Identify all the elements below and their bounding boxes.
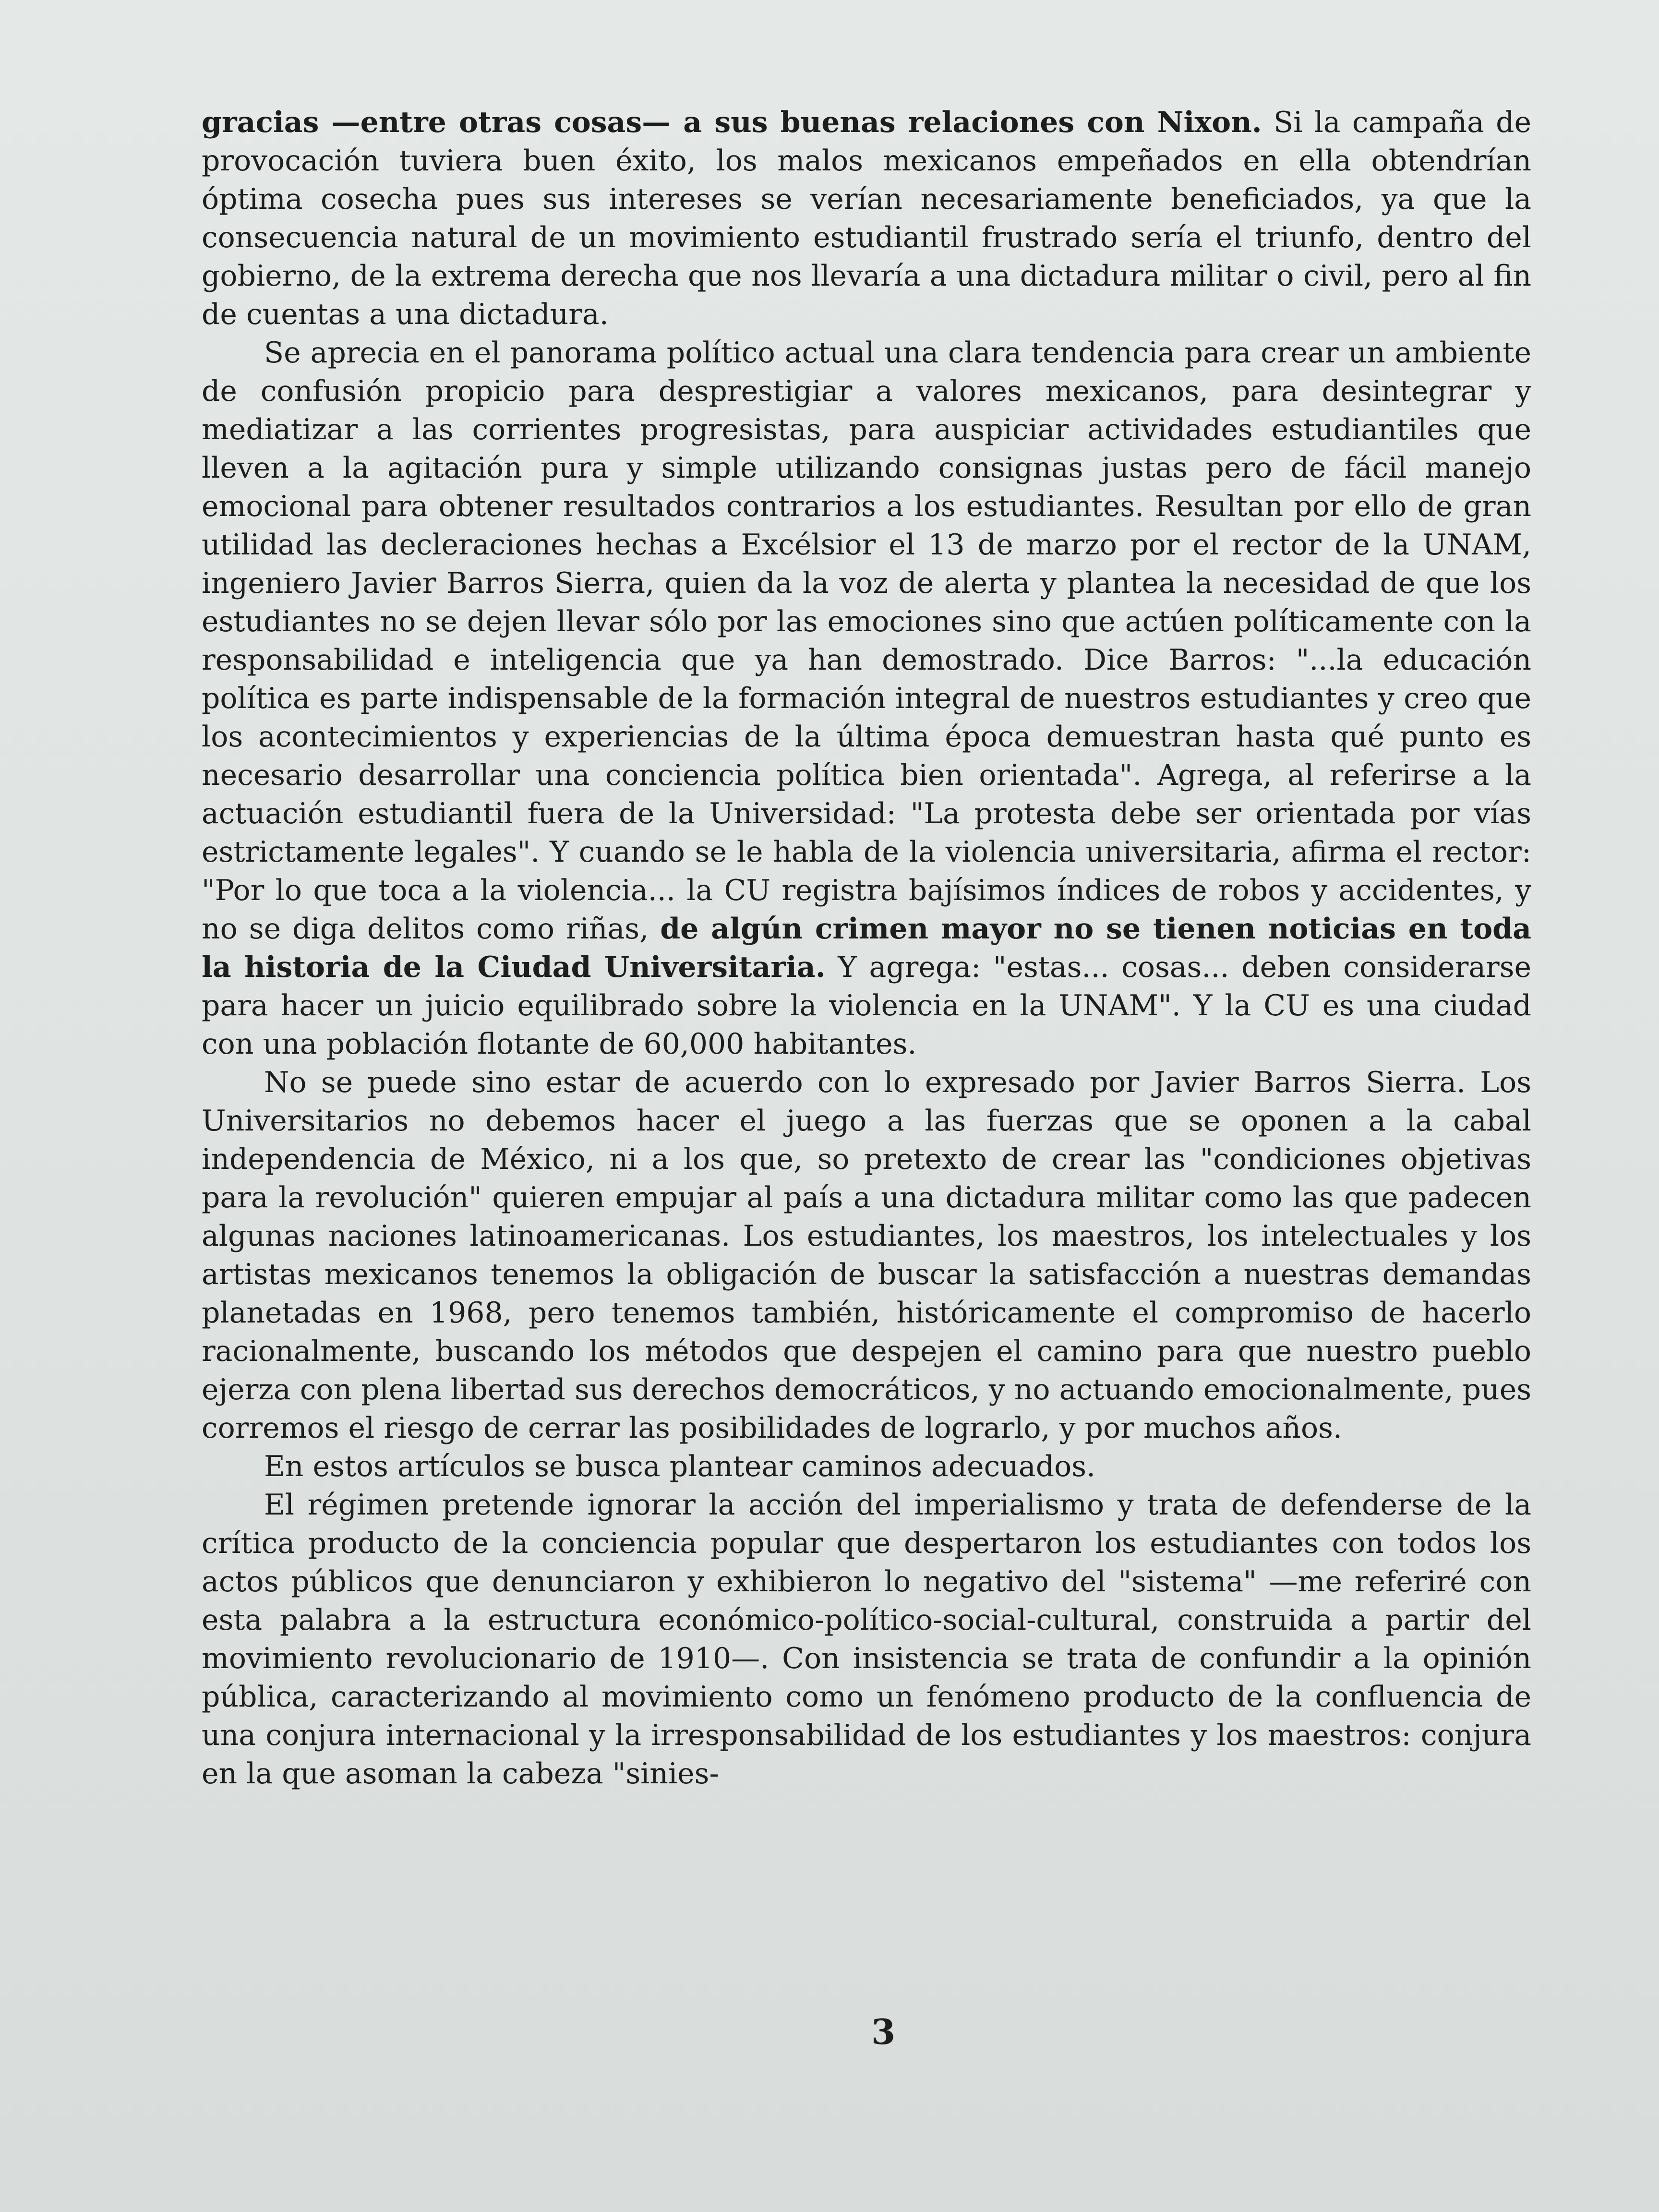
paragraph-3-text: No se puede sino estar de acuerdo con lo expresado por Javier Barros Sierra. Los Universitarios no debemos hacer el juego a las fuerzas que se oponen a la cabal independencia de México, ni a los que, so pretexto de crear las "condiciones objetivas para la revolución" quieren empujar al país a una dictadura militar como las que padecen algunas naciones latinoamericanas. Los estudiantes, los maestros, los intelectuales y los artistas mexicanos tenemos la obligación de buscar la satisfacción a nuestras demandas planetadas en 1968, pero tenemos también, históricamente el compromiso de hacerlo racionalmente, buscando los métodos que despejen el camino para que nuestro pueblo ejerza con plena libertad sus derechos democráticos, y no actuando emocionalmente, pues corremos el riesgo de cerrar las posibilidades de lograrlo, y por muchos años.: [202, 1066, 1531, 1445]
paragraph-5-text: El régimen pretende ignorar la acción del imperialismo y trata de defenderse de la crítica producto de la conciencia popular que despertaron los estudiantes con todos los actos públicos que denunciaron y exhibieron lo negativo del "sistema" —me referiré con esta palabra a la estructura económico-político-social-cultural, construida a partir del movimiento revolucionario de 1910—. Con insistencia se trata de confundir a la opinión pública, caracterizando al movimiento como un fenómeno producto de la confluencia de una conjura internacional y la irresponsabilidad de los estudiantes y los maestros: conjura en la que asoman la cabeza "sinies-: [202, 1488, 1531, 1791]
paragraph-2: [202, 334, 1531, 1063]
page-number: 3: [871, 2011, 896, 2052]
paragraph-2-text-after: Y agrega: "estas... cosas... deben considerarse para hacer un juicio equilibrado sobre la violencia en la UNAM". Y la CU es una ciudad con una población flotante de 60,000 habitantes.: [202, 950, 1531, 1061]
paragraph-1-bold-lead: gracias —entre otras cosas— a sus buenas relaciones con Nixon.: [202, 106, 1262, 139]
paragraph-2-bold-quote: de algún crimen mayor no se tienen noticias en toda la historia de la Ciudad Universitaria.: [202, 912, 1531, 984]
paragraph-2-text: Se aprecia en el panorama político actual una clara tendencia para crear un ambiente de confusión propicio para desprestigiar a valores mexicanos, para desintegrar y mediatizar a las corrientes progresistas, para auspiciar actividades estudiantiles que lleven a la agitación pura y simple utilizando consignas justas pero de fácil manejo emocional para obtener resultados contrarios a los estudiantes. Resultan por ello de gran utilidad las decleraciones hechas a Excélsior el 13 de marzo por el rector de la UNAM, ingeniero Javier Barros Sierra, quien da la voz de alerta y plantea la necesidad de que los estudiantes no se dejen llevar sólo por las emociones sino que actúen políticamente con la responsabilidad e inteligencia que ya han demostrado. Dice Barros: "...la educación política es parte indispensable de la formación integral de nuestros estudiantes y creo que los acontecimientos y experiencias de la última época demuestran hasta qué punto es necesario desarrollar una conciencia política bien orientada". Agrega, al referirse a la actuación estudiantil fuera de la Universidad: "La protesta debe ser orientada por vías estrictamente legales". Y cuando se le habla de la violencia universitaria, afirma el rector: "Por lo que toca a la violencia... la CU registra bajísimos índices de robos y accidentes, y no se diga delitos como riñas,: [202, 336, 1531, 946]
page-body: [202, 103, 1531, 1793]
paragraph-1: [202, 103, 1531, 334]
paragraph-3: [202, 1063, 1531, 1447]
paragraph-4: [202, 1447, 1531, 1486]
paragraph-1-text: Si la campaña de provocación tuviera buen éxito, los malos mexicanos empeñados en ella obtendrían óptima cosecha pues sus intereses se verían necesariamente beneficiados, ya que la consecuencia natural de un movimiento estudiantil frustrado sería el triunfo, dentro del gobierno, de la extrema derecha que nos llevaría a una dictadura militar o civil, pero al fin de cuentas a una dictadura.: [202, 106, 1532, 331]
paragraph-5: [202, 1486, 1531, 1793]
paragraph-4-text: En estos artículos se busca plantear caminos adecuados.: [264, 1450, 1096, 1483]
